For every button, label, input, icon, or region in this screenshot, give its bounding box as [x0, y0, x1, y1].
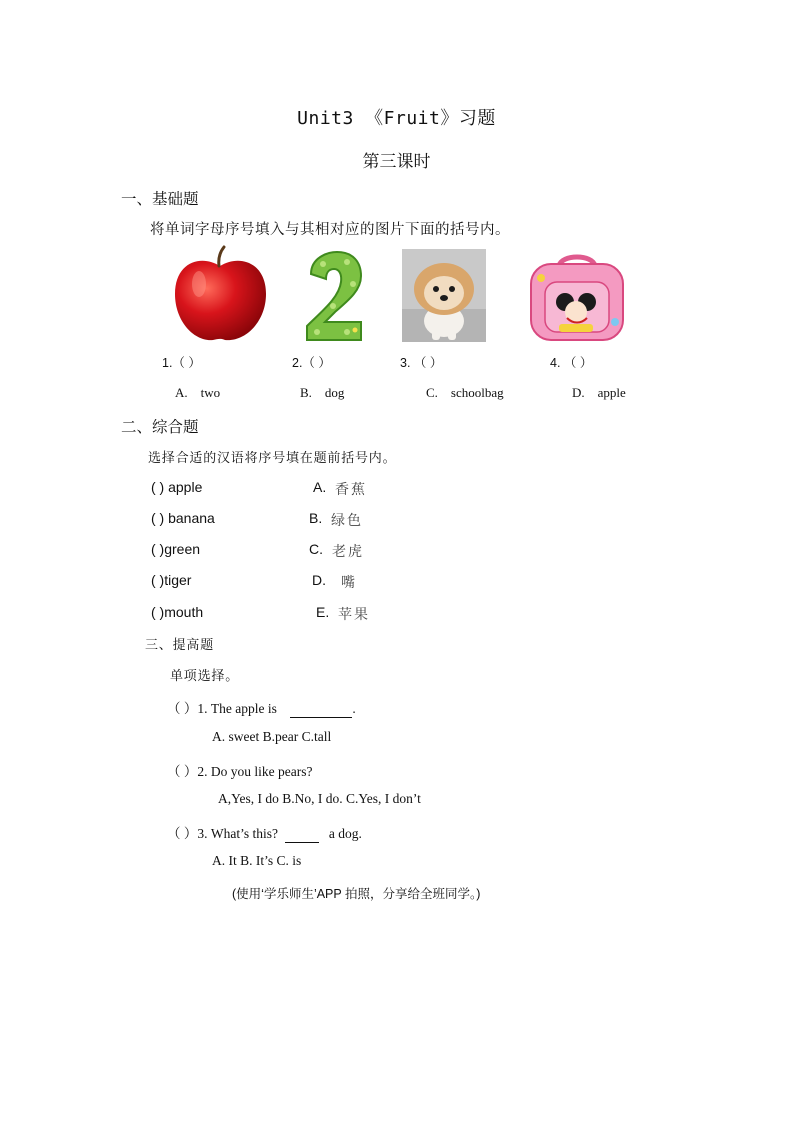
- question-tail: a dog.: [328, 826, 362, 841]
- match-chinese-c: 老虎: [332, 544, 364, 560]
- option-letter: C.: [426, 385, 438, 400]
- question-stem: （ ）2. Do you like pears?: [167, 764, 313, 779]
- option-word: dog: [324, 385, 345, 400]
- section1-instruction: 将单词字母序号填入与其相对应的图片下面的括号内。: [150, 222, 510, 238]
- option-letter: D.: [572, 385, 585, 400]
- picture-answer-4[interactable]: 4. （ ）: [550, 356, 593, 370]
- apple-picture: [171, 244, 270, 343]
- page-subtitle: 第三课时: [362, 152, 431, 172]
- option-word: two: [200, 385, 221, 400]
- answer-blank[interactable]: [285, 826, 319, 843]
- option-b: [300, 385, 344, 401]
- match-word-3[interactable]: ( )green: [151, 541, 201, 557]
- match-letter-a: A.: [313, 479, 327, 495]
- option-d: [572, 385, 626, 401]
- match-letter-d: D.: [312, 572, 326, 588]
- match-letter-c: C.: [309, 541, 323, 557]
- picture-answer-3[interactable]: 3. （ ）: [400, 356, 443, 370]
- question-2[interactable]: [167, 760, 312, 780]
- section2-heading: 二、综合题: [121, 418, 199, 436]
- schoolbag-picture: [521, 252, 633, 342]
- match-word-1[interactable]: ( ) apple: [151, 479, 203, 495]
- option-c: [426, 385, 504, 401]
- picture-answer-2[interactable]: 2.（ ）: [292, 356, 331, 370]
- question-stem: （ ）1. The apple is: [167, 701, 277, 716]
- number-two-picture: [303, 250, 366, 342]
- option-letter: A.: [175, 385, 188, 400]
- option-letter: B.: [300, 385, 312, 400]
- match-chinese-d: 嘴: [341, 575, 357, 591]
- dog-picture: [402, 249, 486, 342]
- section1-heading: 一、基础题: [121, 190, 199, 208]
- match-chinese-e: 苹果: [338, 607, 370, 623]
- question-1-options: A. sweet B.pear C.tall: [212, 729, 332, 744]
- option-word: apple: [597, 385, 626, 400]
- match-word-2[interactable]: ( ) banana: [151, 510, 215, 526]
- match-letter-b: B.: [309, 510, 323, 526]
- question-2-options: A,Yes, I do B.No, I do. C.Yes, I don’t: [218, 791, 421, 806]
- share-note: (使用‘学乐师生’APP 拍照，分享给全班同学。): [232, 887, 481, 901]
- page-title: Unit3 《Fruit》习题: [297, 108, 496, 129]
- question-stem: （ ）3. What’s this?: [167, 826, 278, 841]
- match-word-5[interactable]: ( )mouth: [151, 604, 204, 620]
- match-letter-e: E.: [316, 604, 330, 620]
- question-3[interactable]: [167, 822, 362, 843]
- match-chinese-b: 绿色: [331, 513, 363, 529]
- match-word-4[interactable]: ( )tiger: [151, 572, 192, 588]
- match-chinese-a: 香蕉: [335, 482, 367, 498]
- question-tail: .: [352, 701, 356, 716]
- picture-answer-1[interactable]: 1.（ ）: [162, 356, 201, 370]
- section3-heading: 三、提高题: [145, 638, 215, 653]
- section3-instruction: 单项选择。: [170, 669, 240, 684]
- section2-instruction: 选择合适的汉语将序号填在题前括号内。: [148, 451, 397, 466]
- question-1[interactable]: [167, 697, 356, 718]
- answer-blank[interactable]: [290, 701, 352, 718]
- option-word: schoolbag: [450, 385, 504, 400]
- question-3-options: A. It B. It’s C. is: [212, 853, 302, 868]
- option-a: [175, 385, 220, 401]
